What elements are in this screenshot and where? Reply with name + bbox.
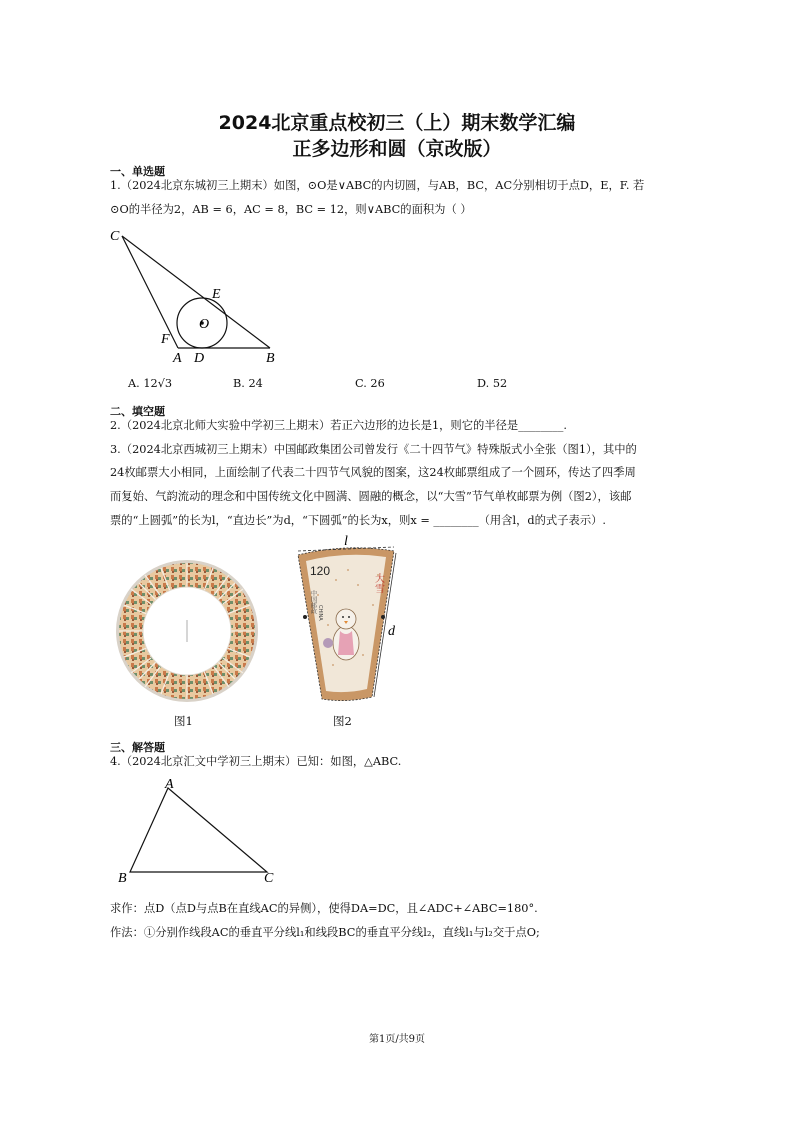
q4-text-line1: 4.（2024北京汇文中学初三上期末）已知：如图，△ABC. [110,755,402,768]
label-D: D [194,351,205,366]
label-O: O [199,317,210,332]
section-fill-blank: 二、填空题 [110,405,165,418]
q1-option-a[interactable]: A. 12√3 [128,377,173,390]
label-A: A [173,351,182,366]
stamp-ring-figure [114,558,260,704]
stamp-name: 大雪 [372,573,384,593]
figure2-caption: 图2 [333,714,352,728]
q3-text-line4: 票的“上圆弧”的长为l，“直边长”为d，“下圆弧”的长为x，则x = ________（用含l，d的式子表示）. [110,514,607,527]
section-answer: 三、解答题 [110,741,165,754]
stamp-figure [288,535,410,713]
q1-text-line2: ⊙O的半径为2，AB = 6，AC = 8，BC = 12，则∨ABC的面积为（ ） [110,203,472,216]
figure1-caption: 图1 [174,714,193,728]
label-F: F [161,332,170,347]
label-d: d [388,624,395,639]
label-C: C [264,871,274,886]
label-E: E [212,287,221,302]
q4-triangle-figure [112,776,282,886]
q1-text-line1: 1.（2024北京东城初三上期末）如图，⊙O是∨ABC的内切圆，与AB，BC，AC分别相切于点D，E，F. 若 [110,179,645,192]
label-A: A [165,777,174,792]
page-footer: 第1页/共9页 [368,1034,426,1045]
label-l: l [344,535,348,549]
section-single-choice: 一、单选题 [110,165,165,178]
q1-option-d[interactable]: D. 52 [477,377,508,390]
stamp-country-en: CHINA [317,605,323,621]
q2-text: 2.（2024北京北师大实验中学初三上期末）若正六边形的边长是1，则它的半径是________. [110,419,567,432]
page-subtitle: 正多边形和圆（京改版） [292,138,502,160]
q4-text-line2: 求作：点D（点D与点B在直线AC的异侧），使得DA=DC，且∠ADC+∠ABC=180°. [110,902,538,915]
stamp-country-cn: 中国邮政 [309,590,317,614]
q1-triangle-figure [108,224,288,369]
q3-text-line1: 3.（2024北京西城初三上期末）中国邮政集团公司曾发行《二十四节气》特殊版式小全张（图1），其中的 [110,443,637,456]
label-C: C [110,229,120,244]
label-B: B [118,871,127,886]
stamp-value: 120 [310,564,331,578]
label-B: B [266,351,275,366]
q3-text-line3: 而复始、气韵流动的理念和中国传统文化中圆满、圆融的概念，以“大雪”节气单枚邮票为例（图2），该邮 [110,490,632,503]
q1-option-b[interactable]: B. 24 [233,377,263,390]
q1-option-c[interactable]: C. 26 [355,377,385,390]
q4-text-line3: 作法：①分别作线段AC的垂直平分线l₁和线段BC的垂直平分线l₂，直线l₁与l₂交于点O; [110,926,540,939]
page-title: 2024北京重点校初三（上）期末数学汇编 [218,112,576,134]
q3-text-line2: 24枚邮票大小相同，上面绘制了代表二十四节气风貌的图案，这24枚邮票组成了一个圆环，传达了四季周 [110,466,636,479]
